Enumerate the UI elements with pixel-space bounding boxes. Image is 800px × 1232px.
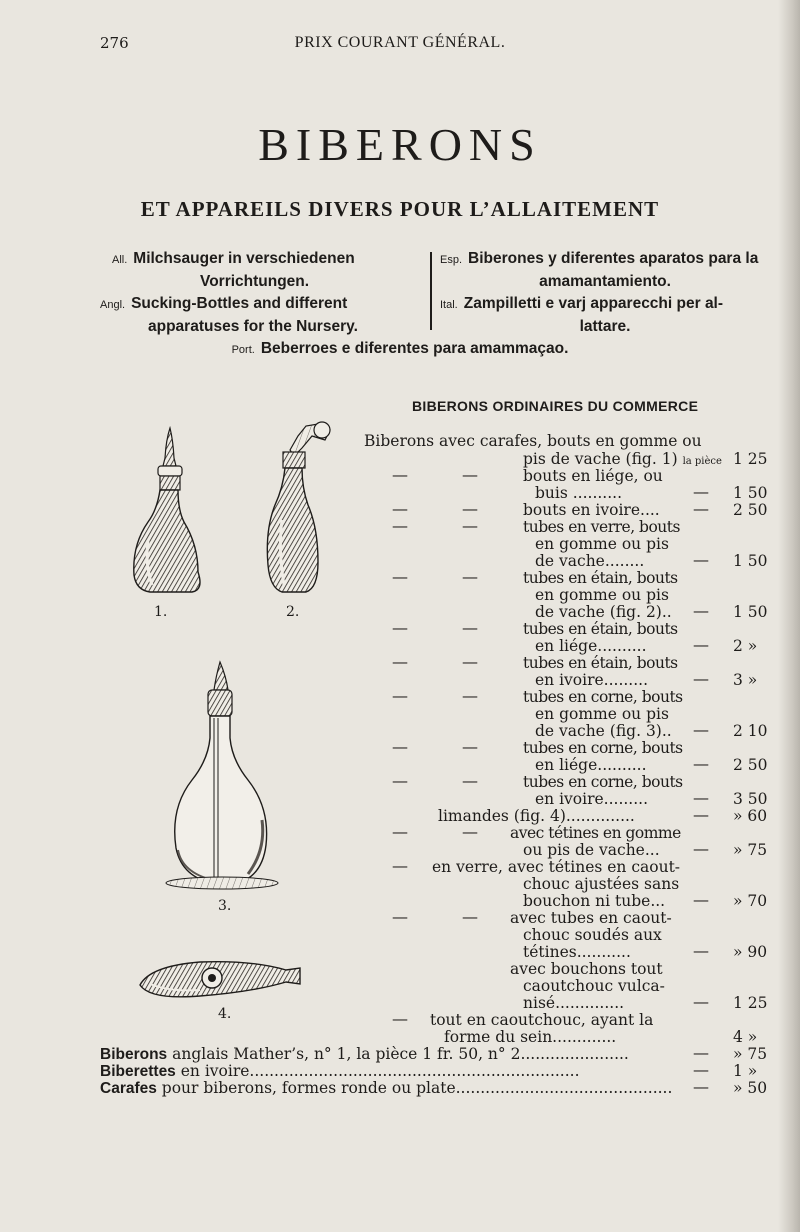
list-line: bouts en liége, ou [523, 467, 663, 485]
lang-label: Angl. [100, 299, 126, 311]
price-value: 1 50 [733, 484, 768, 502]
list-line: en liége.......... [535, 756, 647, 774]
bottom-line [100, 1079, 688, 1098]
page-number: 276 [100, 34, 129, 52]
figure-label: 4. [218, 1006, 232, 1022]
lang-label: All. [112, 254, 128, 266]
price-value: 1 25 [733, 994, 768, 1012]
list-line: tétines........... [523, 943, 631, 961]
list-line: chouc soudés aux [523, 926, 662, 944]
price-dash: — [693, 550, 709, 569]
price-dash: — [693, 1060, 709, 1079]
list-line: tubes en corne, bouts [523, 688, 683, 706]
list-line: tubes en étain, bouts [523, 654, 678, 672]
list-line: en ivoire......... [535, 790, 649, 808]
list-line-text: pis de vache (fig. 1) [523, 450, 678, 468]
lang-label: Port. [231, 344, 255, 356]
ditto-dash: — [462, 822, 478, 841]
ditto-dash: — [392, 567, 408, 586]
ditto-dash: — [462, 907, 478, 926]
price-dash: — [693, 601, 709, 620]
translation-text: Sucking-Bottles and different [131, 295, 348, 312]
figure-label: 2. [286, 604, 300, 620]
list-line: en gomme ou pis [535, 535, 669, 553]
list-line: en liége.......... [535, 637, 647, 655]
price-dash: — [693, 788, 709, 807]
price-dash: — [693, 1043, 709, 1062]
price-dash: — [693, 720, 709, 739]
price-value: 2 » [733, 637, 758, 655]
price-value: 3 50 [733, 790, 768, 808]
ditto-dash: — [392, 652, 408, 671]
price-value: 3 » [733, 671, 758, 689]
list-line: chouc ajustées sans [523, 875, 680, 893]
list-line: caoutchouc vulca- [523, 977, 665, 995]
unit-label: la pièce [682, 456, 722, 467]
bottom-line-text: anglais Mather’s, n° 1, la pièce 1 fr. 50, n° 2...................... [167, 1045, 629, 1063]
ditto-dash: — [392, 737, 408, 756]
list-line: Biberons avec carafes, bouts en gomme ou [364, 432, 702, 450]
list-line: tubes en étain, bouts [523, 569, 678, 587]
bottom-line-text: pour biberons, formes ronde ou plate............................................ [156, 1079, 673, 1097]
price-dash: — [693, 890, 709, 909]
ditto-dash: — [392, 465, 408, 484]
list-line: tubes en étain, bouts [523, 620, 678, 638]
price-value: » 75 [733, 841, 768, 859]
list-line: en gomme ou pis [535, 586, 669, 604]
page-subtitle: ET APPAREILS DIVERS POUR L’ALLAITEMENT [140, 197, 660, 221]
list-line: avec tétines en gomme [510, 824, 681, 842]
price-value: 1 » [733, 1062, 758, 1080]
price-value: » 70 [733, 892, 768, 910]
list-line: tubes en corne, bouts [523, 739, 683, 757]
ditto-dash: — [462, 686, 478, 705]
price-dash: — [693, 482, 709, 501]
list-line: de vache........ [535, 552, 645, 570]
lang-label: Ital. [440, 299, 458, 311]
price-value: 2 50 [733, 501, 768, 519]
ditto-dash: — [462, 499, 478, 518]
list-line: buis .......... [535, 484, 623, 502]
price-value: 4 » [733, 1028, 758, 1046]
list-line: bouts en ivoire.... [523, 501, 660, 519]
ditto-dash: — [392, 618, 408, 637]
bottom-line-bold: Biberettes [100, 1063, 176, 1080]
bottom-line-bold: Biberons [100, 1046, 168, 1063]
price-value: » 60 [733, 807, 768, 825]
price-dash: — [693, 754, 709, 773]
translation-text: lattare. [579, 318, 631, 335]
price-dash: — [693, 805, 709, 824]
list-line: limandes (fig. 4).............. [438, 807, 635, 825]
page-title: BIBERONS [258, 119, 542, 170]
list-line: tubes en corne, bouts [523, 773, 683, 791]
ditto-dash: — [392, 499, 408, 518]
list-line: tout en caoutchouc, ayant la [430, 1011, 654, 1029]
list-line: ou pis de vache... [523, 841, 660, 859]
list-line: de vache (fig. 3).. [535, 722, 672, 740]
ditto-dash: — [392, 771, 408, 790]
translation-text: Beberroes e diferentes para amammaçao. [260, 340, 569, 357]
price-dash: — [693, 1077, 709, 1096]
ditto-dash: — [392, 822, 408, 841]
list-line: en verre, avec tétines en caout- [432, 858, 681, 876]
ditto-dash: — [462, 516, 478, 535]
translation-text: Biberones y diferentes aparatos para la [468, 250, 759, 267]
ditto-dash: — [462, 652, 478, 671]
list-line: avec tubes en caout- [510, 909, 672, 927]
price-dash: — [693, 992, 709, 1011]
ditto-dash: — [462, 771, 478, 790]
section-heading: BIBERONS ORDINAIRES DU COMMERCE [412, 398, 699, 414]
ditto-dash: — [392, 1009, 408, 1028]
ditto-dash: — [462, 618, 478, 637]
translation-text: Zampilletti e varj apparecchi per al- [463, 295, 724, 312]
translation-text: amamantamiento. [539, 273, 671, 290]
bottom-line-bold: Carafes [100, 1080, 157, 1097]
price-value: » 90 [733, 943, 768, 961]
translation-text: Milchsauger in verschiedenen [133, 250, 355, 267]
lang-label: Esp. [440, 254, 463, 266]
price-value: 2 10 [733, 722, 768, 740]
price-value: 2 50 [733, 756, 768, 774]
price-value: 1 25 [733, 450, 768, 468]
price-dash: — [693, 635, 709, 654]
price-dash: — [693, 839, 709, 858]
list-line: bouchon ni tube... [523, 892, 666, 910]
list-line: forme du sein............. [444, 1028, 617, 1046]
list-line: en gomme ou pis [535, 705, 669, 723]
price-value: 1 50 [733, 552, 768, 570]
price-dash: — [693, 669, 709, 688]
price-value: » 75 [733, 1045, 768, 1063]
list-line: tubes en verre, bouts [523, 518, 680, 536]
figure-label: 3. [218, 898, 232, 914]
bottom-line-text: en ivoire................................................................... [175, 1062, 580, 1080]
list-line: nisé.............. [523, 994, 625, 1012]
ditto-dash: — [462, 465, 478, 484]
ditto-dash: — [462, 567, 478, 586]
price-value: 1 50 [733, 603, 768, 621]
price-dash: — [693, 941, 709, 960]
list-line: avec bouchons tout [510, 960, 663, 978]
ditto-dash: — [392, 686, 408, 705]
ditto-dash: — [392, 856, 408, 875]
figure-label: 1. [154, 604, 168, 620]
list-line: en ivoire......... [535, 671, 649, 689]
running-title: PRIX COURANT GÉNÉRAL. [294, 34, 506, 51]
ditto-dash: — [392, 516, 408, 535]
translation-text: Vorrichtungen. [200, 273, 310, 290]
ditto-dash: — [462, 737, 478, 756]
price-value: » 50 [733, 1079, 768, 1097]
list-line: de vache (fig. 2).. [535, 603, 672, 621]
translation-text: apparatuses for the Nursery. [148, 318, 358, 335]
ditto-dash: — [392, 907, 408, 926]
price-dash: — [693, 499, 709, 518]
